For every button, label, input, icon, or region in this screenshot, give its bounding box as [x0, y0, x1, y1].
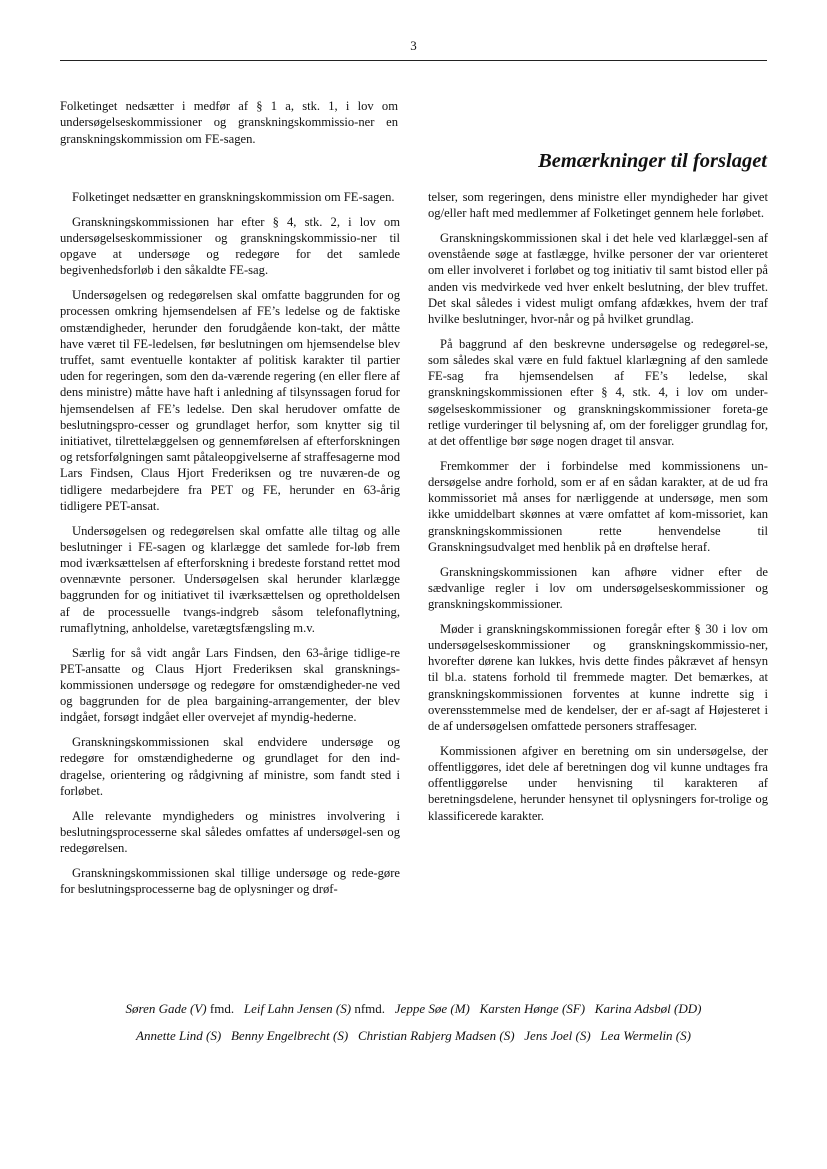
signatory-name: Benny Engelbrecht (S) [230, 1028, 349, 1043]
signatory-role: fmd. [206, 1001, 235, 1016]
signatory-name: Leif Lahn Jensen (S) [243, 1001, 352, 1016]
left-paragraph-4: Undersøgelsen og redegørelsen skal omfatte alle tiltag og alle beslutninger i FE-sagen og klarlægge det samlede for-løb frem mod iværksættelsen af efterforskning i bredeste forstand rettet mod ovennævnte personer. Undersøgelsen skal herunder klarlægge baggrunden for og initiativet til iværksættelsen og opretholdelsen af de processuelle tvangs-indgreb såsom telefonaflytning, rumaflytning, anholdelse, varetægtsfængsling m.v. [60, 523, 400, 635]
signatory-name: Annette Lind (S) [136, 1028, 222, 1043]
signature-row-1 [0, 1000, 827, 1018]
signatory [244, 1001, 385, 1016]
signatory-name: Lea Wermelin (S) [600, 1028, 691, 1043]
left-paragraph-3: Undersøgelsen og redegørelsen skal omfatte baggrunden for og processen omkring hjemsendelsen af FE’s ledelse og de faktiske omstændigheder, herunder den forudgående kon-takt, der måtte have været til FE-ledelsen, før beslutningen om hjemsendelse blev truffet, samt eventuelle kontakter af politisk karakter til partier uden for regeringen, som den da-værende regering (en eller flere af dens ministre) måtte have haft i anledning af tilsynssagen forud for hjemsendelsen af FE’s ledelse. Den skal herudover omfatte de beslutningspro-cesser og grundlaget herfor, som knytter sig til initiativet, tilrettelæggelsen og gennemførelsen af efterforskningen og retsforfølgningen samt påtaleopgivelserne af straffesagerne mod Lars Findsen, Claus Hjort Frederiksen og tre nuværen-de og tidligere medarbejdere fra PET og FE, herunder en 63-årig tidligere PET-ansat. [60, 288, 400, 513]
signatory-name: Karsten Hønge (SF) [479, 1001, 586, 1016]
left-paragraph-5: Særlig for så vidt angår Lars Findsen, den 63-årige tidlige-re PET-ansatte og Claus Hjort Frederiksen skal gransknings-kommissionen undersøge og redegøre for omstændigheder-ne ved og baggrunden for de plea bargaining-arrangementer, der blev indgået, forsøgt indgået eller overvejet af myndig-hederne. [60, 645, 400, 725]
left-paragraph-6: Granskningskommissionen skal endvidere undersøge og redegøre for omstændighederne og grundlaget for den ind-dragelse, orientering og rådgivning af ministre, som fandt sted i forløbet. [60, 735, 400, 798]
section-heading: Bemærkninger til forslaget [538, 150, 767, 172]
right-column [428, 189, 768, 832]
signatory-name: Jeppe Søe (M) [394, 1001, 470, 1016]
signatory-name: Christian Rabjerg Madsen (S) [357, 1028, 515, 1043]
right-paragraph-6: Møder i granskningskommissionen foregår efter § 30 i lov om undersøgelseskommissioner og granskningskommissio-ner, hvorefter dørene kan lukkes, hvis dette findes påkrævet af hensyn til bl.a. statens forhold til fremmede magter. Det bemærkes, at granskningskommissionen forventes at kunne indrette sig i overensstemmelse med de kendelser, der er af-sagt af Højesteret i de af undersøgelsen omfattede personers straffesager. [428, 621, 768, 734]
right-paragraph-4: Fremkommer der i forbindelse med kommissionens un-dersøgelse andre forhold, som er af en sådan karakter, at de ud fra kommissoriet må anses for nærliggende at undersøge, men som ikke umiddelbart skønnes at være omfattet af kom-missoriet, kan granskningskommissionen rette henvendelse til Granskningsudvalget med henblik på en drøftelse heraf. [428, 458, 768, 554]
right-paragraph-5: Granskningskommissionen kan afhøre vidner efter de sædvanlige regler i lov om undersøgelseskommissioner og granskningskommissioner. [428, 564, 768, 612]
right-paragraph-2: Granskningskommissionen skal i det hele ved klarlæggel-sen af ovenstående søge at fastlægge, hvilke personer der var orienteret om eller involveret i forløbet og tog initiativ til samt bistod eller på anden vis medvirkede ved hver enkelt beslutning, der blev truffet. Det skal således i videst muligt omfang afdækkes, hvem der traf hvilke beslutninger, hvor-når og på hvilket grundlag. [428, 231, 768, 327]
left-paragraph-7: Alle relevante myndigheders og ministres involvering i beslutningsprocesserne skal således omfattes af undersøgel-sen og redegørelsen. [60, 808, 400, 856]
page-number: 3 [410, 38, 417, 53]
left-paragraph-1: Folketinget nedsætter en granskningskommission om FE-sagen. [72, 190, 395, 204]
signatory-name: Søren Gade (V) [125, 1001, 207, 1016]
signatory-name: Jens Joel (S) [524, 1028, 591, 1043]
signatory [126, 1001, 235, 1016]
signature-row-2 [0, 1027, 827, 1045]
left-paragraph-8: Granskningskommissionen skal tillige undersøge og rede-gøre for beslutningsprocesserne bag de oplysninger og drøf- [60, 865, 400, 897]
left-column [60, 189, 400, 906]
intro-paragraph: Folketinget nedsætter i medfør af § 1 a, stk. 1, i lov om undersøgelseskommissioner og granskningskommissio-ner en granskningskommission om FE-sagen. [60, 99, 398, 146]
right-paragraph-3: På baggrund af den beskrevne undersøgelse og redegørel-se, som således skal være en fuld faktuel klarlægning af den samlede FE-sag fra hjemsendelsen af FE’s ledelse, skal granskningskommissionen efter § 4, stk. 4, i lov om under-søgelseskommissioner og granskningskommissioner foreta-ge retlige vurderinger til belysning af, om der foreligger grundlag for, at det offentlige bør søge nogen draget til ansvar. [428, 336, 768, 449]
signatory-name: Karina Adsbøl (DD) [594, 1001, 702, 1016]
header-rule [60, 60, 767, 61]
left-paragraph-2: Granskningskommissionen har efter § 4, stk. 2, i lov om undersøgelseskommissioner og granskningskommissio-ner til opgave at undersøge og redegøre for det samlede begivenhedsforløb i den såkaldte FE-sag. [60, 214, 400, 278]
right-paragraph-7: Kommissionen afgiver en beretning om sin undersøgelse, der offentliggøres, idet dele af beretningen dog vil kunne undtages fra offentliggørelse under henvisning til karakteren af beretningsdelene, herunder hensynet til oplysningers for-trolige og klassificerede karakter. [428, 743, 768, 823]
signatory-role: nfmd. [351, 1001, 386, 1016]
right-paragraph-1: telser, som regeringen, dens ministre eller myndigheder har givet og/eller haft med medlemmer af Folketinget gennem hele forløbet. [428, 190, 768, 221]
